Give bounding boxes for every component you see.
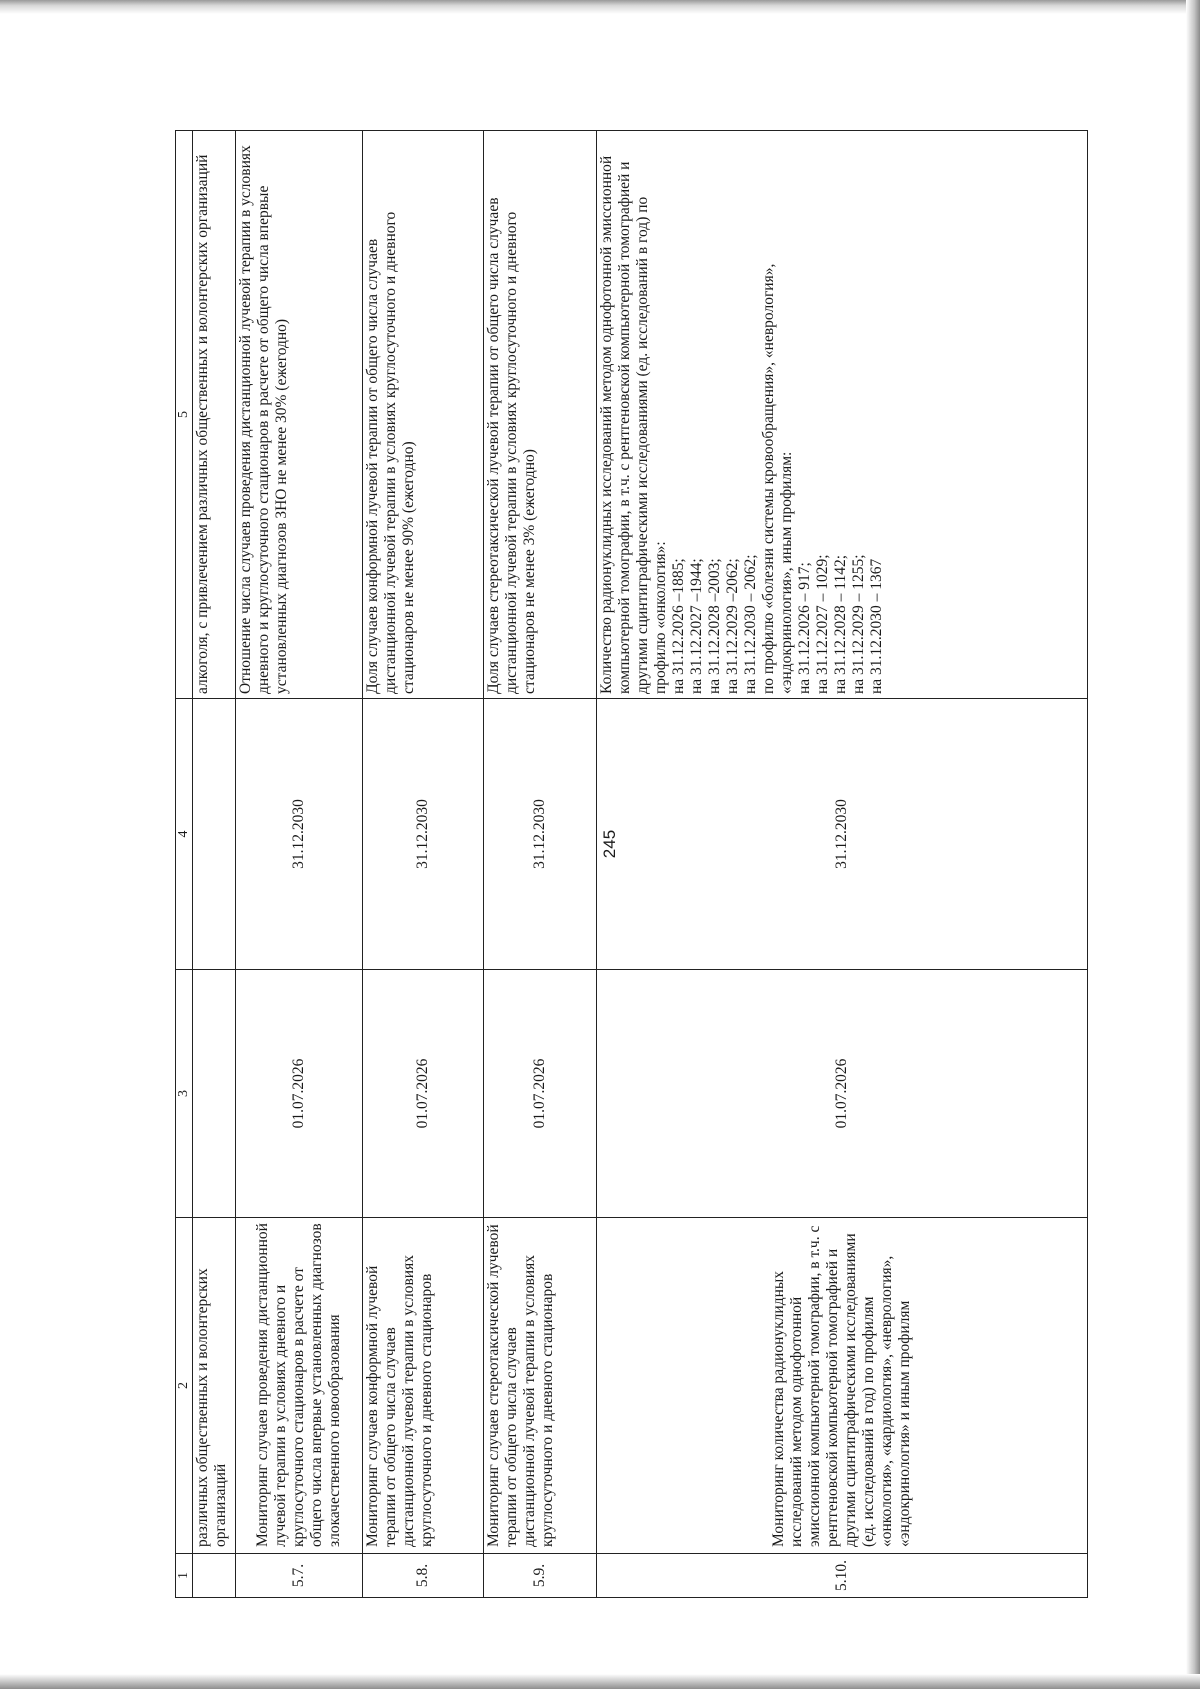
result-line: на 31.12.2029 –2062; xyxy=(724,558,741,694)
header-cell-4: 4 xyxy=(176,699,193,970)
table-row xyxy=(484,131,597,1598)
result-line: на 31.12.2026 – 917; xyxy=(796,562,813,694)
row-start-date: 01.07.2026 xyxy=(236,970,363,1218)
row-number: 5.10. xyxy=(597,1554,1088,1598)
result-line: на 31.12.2029 – 1255; xyxy=(850,554,867,694)
result-line: на 31.12.2027 – 1029; xyxy=(814,554,831,694)
result-line: на 31.12.2027 –1944; xyxy=(688,558,705,694)
row-result: Отношение числа случаев проведения дистанционной лучевой терапии в условиях дневного и круглосуточного стационаров в расчете от общего числа впервые установленных диагнозов ЗНО не менее 30% (ежегодно) xyxy=(236,131,363,699)
row-start-date xyxy=(193,970,236,1218)
row-description: различных общественных и волонтерских организаций xyxy=(193,1218,236,1554)
row-description: Мониторинг случаев конформной лучевой терапии от общего числа случаев дистанционной лучевой терапии в условиях круглосуточного и дневного стационаров xyxy=(363,1218,484,1554)
plan-table xyxy=(175,130,1088,1598)
row-start-date: 01.07.2026 xyxy=(484,970,597,1218)
result-line: на 31.12.2028 – 1142; xyxy=(832,554,849,694)
row-start-date: 01.07.2026 xyxy=(597,970,1088,1218)
result-line: по профилю «болезни системы кровообращения», «неврология», «эндокринология», иным профилям: xyxy=(760,263,795,694)
row-end-date: 31.12.2030 xyxy=(597,699,1088,970)
row-result: Доля случаев стереотаксической лучевой терапии от общего числа случаев дистанционной лучевой терапии в условиях круглосуточного и дневного стационаров не менее 3% (ежегодно) xyxy=(484,131,597,699)
table-row xyxy=(363,131,484,1598)
result-line: на 31.12.2028 –2003; xyxy=(706,558,723,694)
row-end-date: 31.12.2030 xyxy=(363,699,484,970)
table-row xyxy=(597,131,1088,1598)
row-result xyxy=(597,131,1088,699)
row-result: алкоголя, с привлечением различных общественных и волонтерских организаций xyxy=(193,131,236,699)
row-number xyxy=(193,1554,236,1598)
result-line: на 31.12.2030 – 1367 xyxy=(868,558,885,694)
result-line: Количество радионуклидных исследований методом однофотонной эмиссионной компьютерной томографии, в т.ч. с рентгеновской компьютерной томографией и другими сцинтиграфическими исследованиями (ед. исследований в год) по профилю «онкология»: xyxy=(598,155,669,694)
row-start-date: 01.07.2026 xyxy=(363,970,484,1218)
table-row xyxy=(193,131,236,1598)
header-cell-3: 3 xyxy=(176,970,193,1218)
table-row xyxy=(236,131,363,1598)
header-cell-5: 5 xyxy=(176,131,193,699)
row-end-date xyxy=(193,699,236,970)
row-number: 5.9. xyxy=(484,1554,597,1598)
header-cell-2: 2 xyxy=(176,1218,193,1554)
rotated-table-container xyxy=(175,131,1088,1598)
result-line: на 31.12.2026 –1885; xyxy=(670,558,687,694)
result-line: на 31.12.2030 – 2062; xyxy=(742,554,759,694)
row-description: Мониторинг случаев стереотаксической лучевой терапии от общего числа случаев дистанционной лучевой терапии в условиях круглосуточного и дневного стационаров xyxy=(484,1218,597,1554)
row-number: 5.7. xyxy=(236,1554,363,1598)
page-number: 245 xyxy=(600,829,619,859)
row-number: 5.8. xyxy=(363,1554,484,1598)
scan-edge-bottom xyxy=(0,1674,1200,1689)
row-description: Мониторинг случаев проведения дистанционной лучевой терапии в условиях дневного и круглосуточного стационаров в расчете от общего числа впервые установленных диагнозов злокачественного новообразования xyxy=(236,1218,363,1554)
header-cell-1: 1 xyxy=(176,1554,193,1598)
scan-edge-top xyxy=(0,0,1200,14)
table-header-row xyxy=(176,131,193,1598)
row-end-date: 31.12.2030 xyxy=(236,699,363,970)
row-result: Доля случаев конформной лучевой терапии от общего числа случаев дистанционной лучевой терапии в условиях круглосуточного и дневного стационаров не менее 90% (ежегодно) xyxy=(363,131,484,699)
row-end-date: 31.12.2030 xyxy=(484,699,597,970)
row-description: Мониторинг количества радионуклидных исследований методом однофотонной эмиссионной компьютерной томографии, в т.ч. с рентгеновской компьютерной томографией и другими сцинтиграфическими исследованиями (ед. исследований в год) по профилям «онкология», «кардиология», «неврология», «эндокринология» и иным профилям xyxy=(597,1218,1088,1554)
scan-edge-right xyxy=(1186,0,1200,1689)
